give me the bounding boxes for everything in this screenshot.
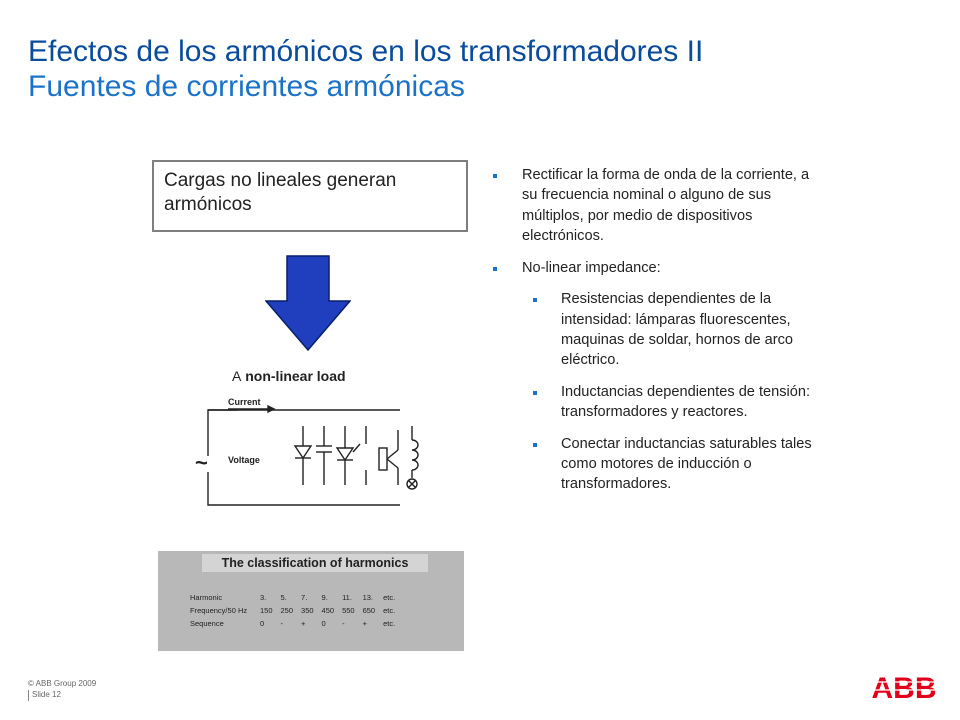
abb-logo-text: ABB <box>871 672 937 702</box>
nonlinear-load-circuit-icon <box>190 360 450 510</box>
table-cell: 3. <box>260 593 267 602</box>
table-row-label: Harmonic <box>190 593 223 602</box>
current-label: Current <box>228 397 261 407</box>
table-cell: 250 <box>280 606 294 615</box>
table-row <box>188 591 399 604</box>
table-cell: 7. <box>301 593 308 602</box>
table-row <box>188 617 399 630</box>
table-cell: 450 <box>321 606 335 615</box>
table-cell: etc. <box>383 606 396 615</box>
table-row <box>188 604 399 617</box>
abb-logo-icon <box>868 672 940 702</box>
table-cell: 11. <box>342 593 352 602</box>
table-cell: - <box>280 619 284 628</box>
table-row-label: Frequency/50 Hz <box>190 606 248 615</box>
harmonics-table-title: The classification of harmonics <box>202 554 428 572</box>
harmonics-classification-table <box>158 551 464 651</box>
table-cell: - <box>342 619 345 628</box>
down-arrow-icon <box>265 255 351 351</box>
slide-title-block <box>28 34 703 105</box>
slide-title: Efectos de los armónicos en los transformadores II <box>28 35 704 68</box>
footer-copyright <box>28 679 96 701</box>
table-row-label: Sequence <box>190 619 224 628</box>
table-cell: etc. <box>383 619 396 628</box>
table-cell: 13. <box>362 593 374 602</box>
table-cell: 650 <box>362 606 376 615</box>
table-cell: 550 <box>342 606 355 615</box>
table-cell: + <box>362 619 367 628</box>
callout-box <box>152 160 468 232</box>
voltage-label: Voltage <box>228 455 260 465</box>
harmonics-table-grid <box>188 591 399 630</box>
bullet-list <box>486 165 816 506</box>
table-cell: 0 <box>321 619 326 628</box>
callout-text: Cargas no lineales generan armónicos <box>164 170 397 215</box>
sub-bullet-item: Resistencias dependientes de la intensidad: lámparas fluorescentes, maquinas de soldar, hornos de arco eléctrico. <box>486 289 816 371</box>
table-cell: 5. <box>280 593 287 602</box>
table-cell: etc. <box>383 593 396 602</box>
table-cell: 9. <box>321 593 328 602</box>
sub-bullet-item: Inductancias dependientes de tensión: transformadores y reactores. <box>486 382 816 423</box>
table-cell: 350 <box>301 606 314 615</box>
slide-number: Slide 12 <box>28 690 96 701</box>
table-cell: 0 <box>260 619 265 628</box>
table-cell: 150 <box>260 606 273 615</box>
slide-subtitle: Fuentes de corrientes armónicas <box>28 70 465 104</box>
sub-bullet-item: Conectar inductancias saturables tales como motores de inducción o transformadores. <box>486 434 816 495</box>
source-symbol: ~ <box>195 450 208 475</box>
bullet-item: No-linear impedance: <box>486 258 816 278</box>
copyright-text: © ABB Group 2009 <box>28 679 97 688</box>
bullet-item: Rectificar la forma de onda de la corriente, a su frecuencia nominal o alguno de sus múltiplos, por medio de dispositivos electrónicos. <box>486 165 816 247</box>
circuit-caption: A non-linear load <box>232 368 346 384</box>
table-cell: + <box>301 619 306 628</box>
